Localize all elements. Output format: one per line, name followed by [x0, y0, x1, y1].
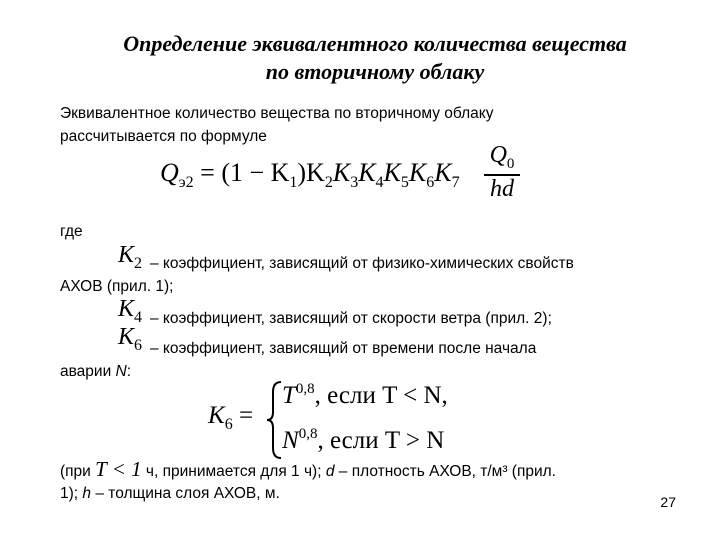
k6-text-2-suffix: :	[126, 363, 132, 380]
case1-exp: 0,8	[295, 381, 315, 397]
k4-symbol	[118, 296, 142, 327]
formula-k5: K	[383, 158, 401, 187]
title-line-1: Определение эквивалентного количества вещества	[123, 31, 627, 56]
footer-line-1	[60, 458, 556, 483]
piecewise-case-1	[282, 381, 448, 410]
slide-title	[95, 30, 655, 86]
formula-k3-sub: 3	[350, 174, 359, 191]
piecewise-k: K	[208, 402, 225, 429]
piecewise-k-sub: 6	[224, 416, 233, 433]
k6-sub: 6	[134, 337, 143, 354]
piecewise-eq: =	[238, 402, 254, 429]
k2-symbol	[118, 242, 142, 273]
footer-h-var: h	[82, 485, 92, 502]
case1-cond: , если T < N,	[314, 382, 448, 409]
numer-sub: 0	[506, 156, 515, 172]
main-formula	[160, 158, 460, 192]
k6-symbol	[118, 324, 142, 355]
formula-rest: )K	[297, 158, 325, 187]
footer-prefix: (при	[60, 463, 96, 480]
footer-line2-prefix: 1);	[60, 485, 83, 502]
footer-d-text: – плотность АХОВ, т/м³ (прил.	[334, 463, 556, 480]
k6-letter: K	[118, 324, 135, 350]
numer-symbol: Q	[489, 142, 507, 168]
k4-text-1: – коэффициент, зависящий от скорости ветра (прил. 2);	[150, 310, 552, 327]
fraction-denominator: hd	[490, 176, 514, 202]
fraction-numerator	[484, 142, 520, 173]
page-number: 27	[660, 494, 676, 510]
formula-lhs-sub: э2	[178, 174, 194, 191]
case1-base: T	[282, 382, 296, 409]
intro-line-1: Эквивалентное количество вещества по вторичному облаку	[60, 105, 494, 122]
case2-cond: , если T > N	[317, 427, 445, 454]
formula-k2-sub: 2	[324, 174, 333, 191]
k4-sub: 4	[134, 309, 143, 326]
formula-k4-sub: 4	[375, 174, 384, 191]
formula-k6-sub: 6	[426, 174, 435, 191]
formula-k7: K	[434, 158, 452, 187]
case2-base: N	[282, 427, 299, 454]
k2-text-1: – коэффициент, зависящий от физико-химических свойств	[150, 255, 574, 272]
k6-text-2-var: N	[115, 363, 127, 380]
footer-after-cond: ч, принимается для 1 ч);	[141, 463, 326, 480]
formula-k7-sub: 7	[451, 174, 460, 191]
formula-middle: = (1 − K	[200, 158, 290, 187]
formula-lhs: Q	[160, 158, 179, 187]
k6-text-2-prefix: аварии	[60, 363, 116, 380]
k6-text-1: – коэффициент, зависящий от времени после начала	[150, 340, 537, 357]
k2-letter: K	[118, 242, 135, 268]
k6-text-2	[60, 360, 131, 383]
footer-d-var: d	[325, 463, 335, 480]
footer-line2-text: – толщина слоя АХОВ, м.	[91, 485, 280, 502]
k2-sub: 2	[134, 255, 143, 272]
formula-k5-sub: 5	[400, 174, 409, 191]
where-label: где	[60, 223, 83, 240]
case2-exp: 0,8	[298, 426, 318, 442]
formula-k6: K	[408, 158, 427, 187]
formula-k3: K	[332, 158, 351, 187]
footer-line-2	[60, 482, 280, 505]
piecewise-case-2	[282, 426, 444, 455]
k4-letter: K	[118, 296, 135, 322]
piecewise-lhs	[208, 402, 253, 434]
k2-text-2: АХОВ (прил. 1);	[60, 278, 174, 295]
formula-k4: K	[358, 158, 376, 187]
intro-paragraph	[60, 102, 493, 148]
footer-cond: T < 1	[95, 457, 142, 481]
formula-k1-sub: 1	[289, 174, 298, 191]
intro-line-2: рассчитывается по формуле	[60, 128, 267, 145]
title-line-2: по вторичному облаку	[265, 59, 485, 84]
